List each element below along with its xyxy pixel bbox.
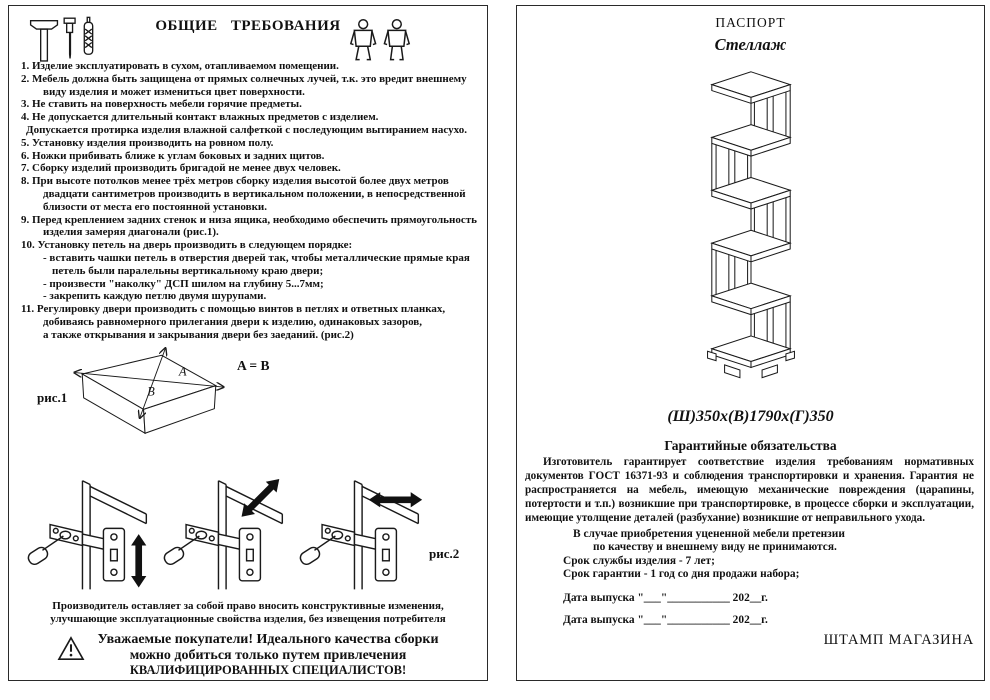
- figure2-caption: рис.2: [429, 546, 460, 561]
- figure1-caption: рис.1: [37, 390, 68, 405]
- assembly-warning: [9, 632, 487, 679]
- warning-triangle-icon: [57, 636, 85, 661]
- requirement-line: 2. Мебель должна быть защищена от прямых солнечных лучей, т.к. это вредит внешнему: [21, 72, 467, 85]
- requirement-line: - вставить чашки петель в отверстия дверей так, чтобы металлические прямые края: [43, 251, 470, 264]
- release-date-field: Дата выпуска "___"___________ 202__г.: [563, 591, 768, 604]
- claims-line2: по качеству и внешнему виду не принимаются.: [593, 541, 837, 554]
- requirement-line: 9. Перед креплением задних стенок и низа ящика, необходимо обеспечить прямоугольность: [21, 213, 477, 226]
- page-title: ОБЩИЕ ТРЕБОВАНИЯ: [155, 18, 341, 34]
- requirement-line: 11. Регулировку двери производить с помощью винтов в петлях и ответных планках,: [21, 303, 446, 316]
- two-assemblers-icon: [339, 18, 421, 64]
- requirement-line: 7. Сборку изделий производить бригадой не менее двух человек.: [21, 162, 341, 175]
- requirement-line: 10. Установку петель на дверь производить в следующем порядке:: [21, 239, 353, 252]
- requirement-line: 6. Ножки прибивать ближе к углам боковых и задних щитов.: [21, 149, 325, 162]
- requirement-line: близости от места его постоянной установки.: [43, 200, 268, 213]
- hinge-diagonal-adjust-drawing: [167, 474, 289, 598]
- left-page-header: [9, 12, 487, 64]
- claims-line1: В случае приобретения уцененной мебели претензии: [573, 527, 845, 540]
- warranty-paragraph: Изготовитель гарантирует соответствие изделия требованиям нормативных документов ГОСТ 16371-93 и соблюдения транспортировки и хранения. Гарантия не распространяется на мебель, имеющую механические повреждения (царапины, потертости и т.п.) возникшие при транспортировке, в процессе сборки и эксплуатации, имеющие утолщение деталей (разбухание) возникшие от неправильного ухода.: [525, 456, 974, 524]
- hinge-vertical-adjust-drawing: [31, 474, 153, 598]
- diagonal-a-label: A: [178, 364, 187, 379]
- requirement-line: - произвести "наколку" ДСП шилом на глубину 5...7мм;: [43, 277, 324, 290]
- requirement-line: - закрепить каждую петлю двумя шурупами.: [43, 290, 267, 303]
- warning-line1: Уважаемые покупатели! Идеального качества сборки: [97, 632, 439, 647]
- hinge-horizontal-adjust-drawing: [303, 474, 425, 598]
- figure1-equation: A = B: [237, 358, 270, 373]
- requirements-list: [21, 60, 483, 342]
- figure1-box-diagonals-drawing: [75, 348, 223, 460]
- manufacturer-note: [9, 600, 487, 626]
- release-date-field: Дата выпуска "___"___________ 202__г.: [563, 613, 768, 626]
- requirement-line: двадцати сантиметров производить в вертикальном положении, в непосредственной: [43, 187, 466, 200]
- warning-line2: можно добиться только путем привлечения: [129, 647, 407, 663]
- warning-text: [97, 632, 438, 679]
- service-life: Срок службы изделия - 7 лет;: [563, 554, 715, 567]
- requirement-line: виду изделия и может измениться цвет поверхности.: [43, 85, 305, 98]
- requirement-line: 3. Не ставить на поверхность мебели горячие предметы.: [21, 98, 302, 111]
- warning-line3: КВАЛИФИЦИРОВАННЫХ СПЕЦИАЛИСТОВ!: [129, 663, 407, 677]
- warranty-term: Срок гарантии - 1 год со дня продажи набора;: [563, 568, 800, 581]
- requirement-line: а также открывания и закрывания двери без заеданий. (рис.2): [43, 328, 354, 341]
- requirement-line: изделия замеряя диагонали (рис.1).: [43, 226, 219, 239]
- product-dimensions: (Ш)350х(В)1790х(Г)350: [667, 408, 834, 425]
- warranty-heading: Гарантийные обязательства: [664, 438, 837, 453]
- requirement-line: петель были паралельны вертикальному краю двери;: [52, 264, 324, 277]
- requirement-line: 5. Установку изделия производить на ровном полу.: [21, 136, 274, 149]
- manufacturer-note-line2: улучшающие эксплуатационные свойства изделия, без извещения потребителя: [50, 613, 446, 625]
- passport-title: ПАСПОРТ: [715, 15, 786, 30]
- manufacturer-note-line1: Производитель оставляет за собой право вносить конструктивные изменения,: [52, 600, 444, 612]
- shelving-unit-drawing: [687, 65, 815, 399]
- shop-stamp-label: ШТАМП МАГАЗИНА: [823, 631, 974, 648]
- requirement-line: добиваясь равномерного прилегания двери к изделию, одинаковых зазоров,: [43, 315, 422, 328]
- page-passport: [516, 5, 985, 681]
- product-name: Стеллаж: [714, 35, 787, 54]
- page-general-requirements: [8, 5, 488, 681]
- requirement-line: 8. При высоте потолков менее трёх метров сборку изделия высотой более двух метров: [21, 175, 449, 188]
- requirement-line: Допускается протирка изделия влажной салфеткой с последующим вытиранием насухо.: [26, 123, 467, 136]
- requirement-line: 1. Изделие эксплуатировать в сухом, отапливаемом помещении.: [21, 60, 339, 72]
- diagonal-b-label: B: [147, 384, 155, 399]
- requirement-line: 4. Не допускается длительный контакт влажных предметов с изделием.: [21, 111, 379, 124]
